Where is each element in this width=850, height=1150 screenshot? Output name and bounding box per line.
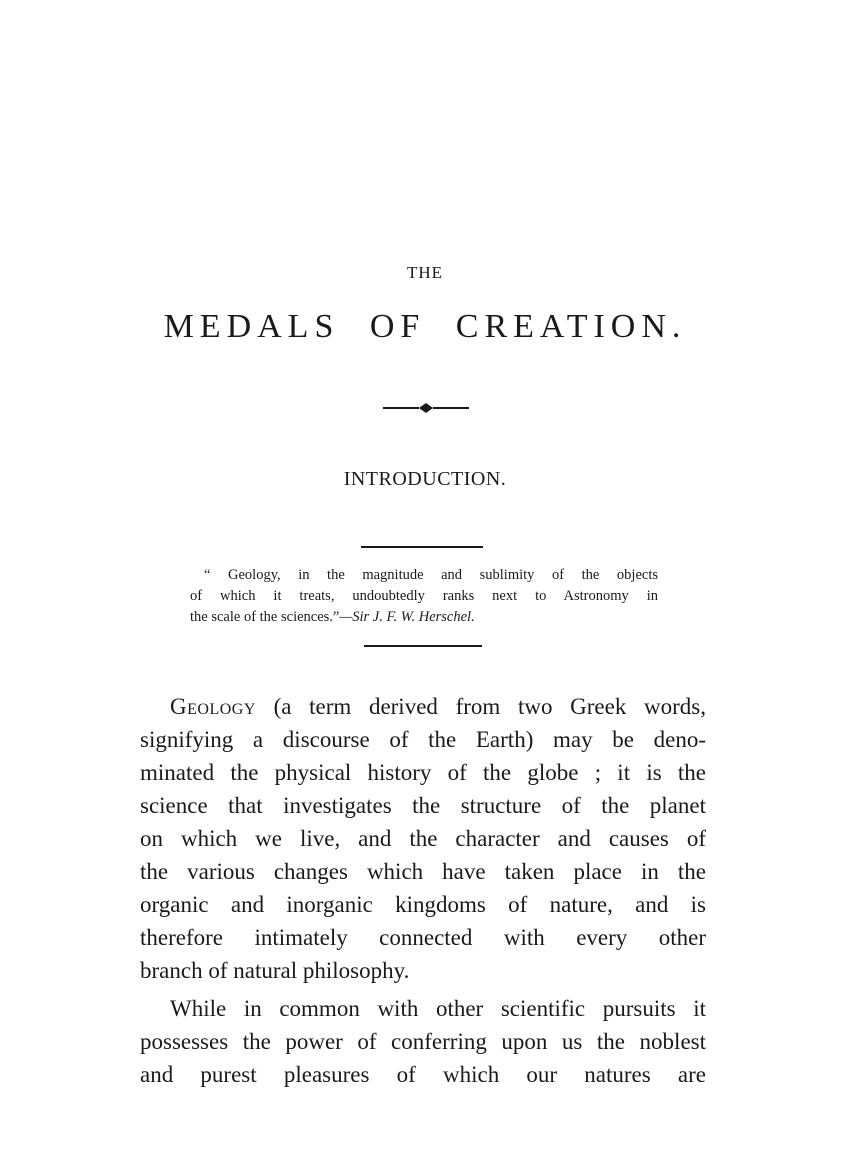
epigraph-attribution: —Sir J. F. W. Herschel. bbox=[339, 609, 475, 625]
paragraph-1-line bbox=[140, 690, 706, 723]
body-text bbox=[140, 690, 706, 1091]
paragraph-1-line-text: (a term derived from two Greek words, bbox=[255, 694, 706, 719]
paragraph-1-line: organic and inorganic kingdoms of nature, and is bbox=[140, 892, 706, 917]
paragraph-1-line: therefore intimately connected with every other bbox=[140, 925, 706, 950]
paragraph-2-line: possesses the power of conferring upon us the noblest bbox=[140, 1029, 706, 1054]
book-title: MEDALS OF CREATION. bbox=[163, 308, 687, 345]
epigraph-top-rule bbox=[361, 546, 483, 548]
paragraph-1-line: science that investigates the structure of the planet bbox=[140, 793, 706, 818]
epigraph-line: the scale of the sciences.” bbox=[190, 609, 340, 625]
epigraph bbox=[190, 565, 658, 628]
paragraph-1-line: branch of natural philosophy. bbox=[140, 958, 410, 983]
paragraph-2-line: While in common with other scientific pursuits it bbox=[170, 996, 706, 1021]
paragraph-1-line: minated the physical history of the globe ; it is the bbox=[140, 760, 706, 785]
epigraph-line: “ Geology, in the magnitude and sublimity of the objects bbox=[204, 567, 658, 583]
paragraph-2-line: and purest pleasures of which our natures are bbox=[140, 1062, 706, 1087]
lead-word: Geology bbox=[170, 694, 256, 719]
epigraph-bottom-rule bbox=[364, 645, 482, 647]
section-heading: INTRODUCTION. bbox=[343, 468, 507, 490]
paragraph-1-line: the various changes which have taken place in the bbox=[140, 859, 706, 884]
epigraph-line-last bbox=[190, 607, 658, 628]
epigraph-line: of which it treats, undoubtedly ranks next to Astronomy in bbox=[190, 588, 658, 604]
paragraph-1-line: signifying a discourse of the Earth) may be deno- bbox=[140, 727, 706, 752]
paragraph-1-line: on which we live, and the character and causes of bbox=[140, 826, 706, 851]
pre-title: THE bbox=[406, 263, 444, 282]
line-diamond-ornament-icon bbox=[383, 398, 469, 418]
